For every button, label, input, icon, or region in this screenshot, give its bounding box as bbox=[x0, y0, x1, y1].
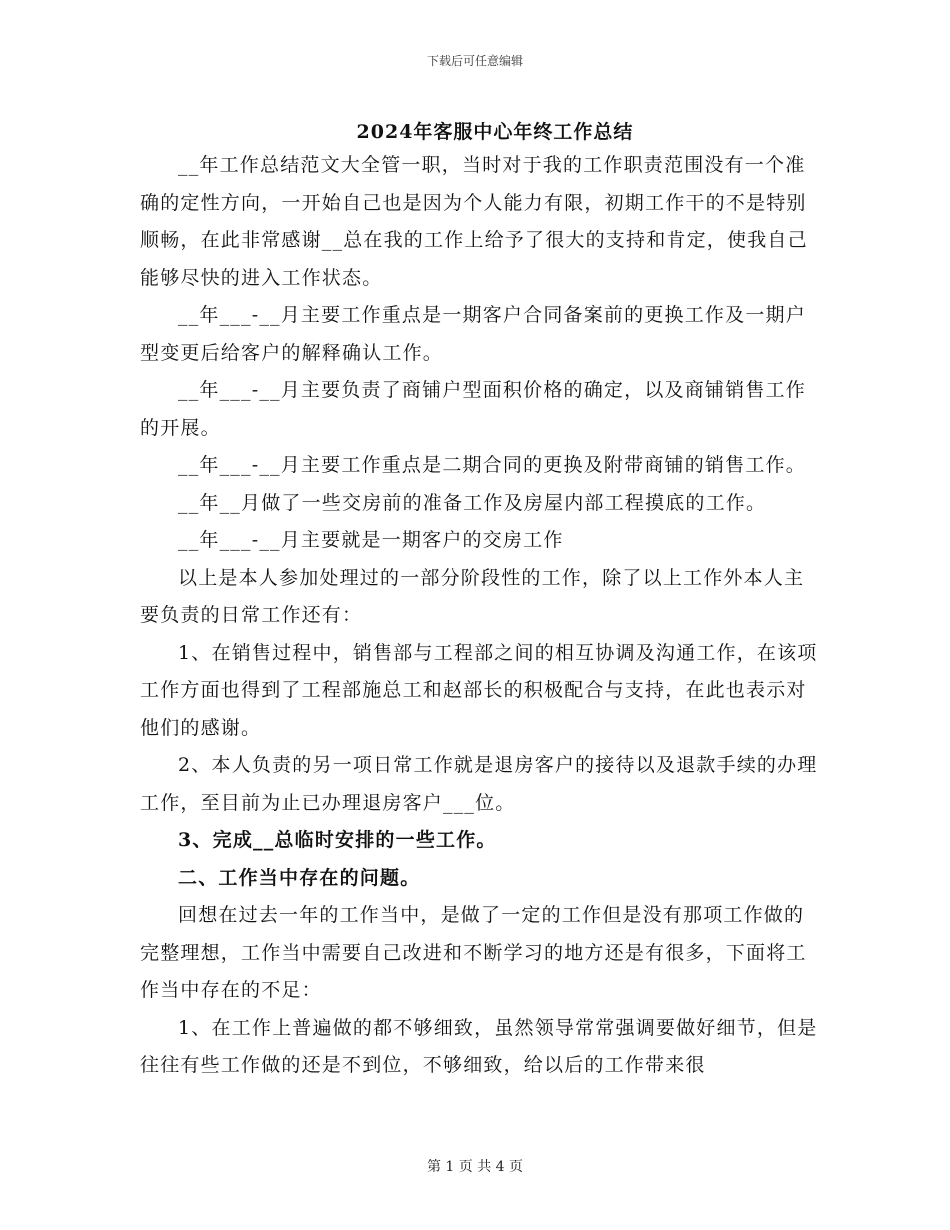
paragraph-period-5: __年___-__月主要就是一期客户的交房工作 bbox=[178, 529, 564, 551]
document-title: 2024年客服中心年终工作总结 bbox=[356, 121, 634, 143]
paragraph-daily-item-1: 1、在销售过程中，销售部与工程部之间的相互协调及沟通工作，在该项工作方面也得到了工程部施总工和赵部长的积极配合与支持，在此也表示对他们的感谢。 bbox=[140, 641, 818, 739]
paragraph-period-2: __年___-__月主要负责了商铺户型面积价格的确定，以及商铺销售工作的开展。 bbox=[140, 379, 806, 439]
paragraph-period-3: __年___-__月主要工作重点是二期合同的更换及附带商铺的销售工作。 bbox=[178, 454, 806, 476]
section-heading-problems: 二、工作当中存在的问题。 bbox=[178, 866, 421, 889]
paragraph-problem-1: 1、在工作上普遍做的都不够细致，虽然领导常常强调要做好细节，但是往往有些工作做的还是不到位，不够细致，给以后的工作带来很 bbox=[140, 1016, 818, 1076]
paragraph-daily-item-2: 2、本人负责的另一项日常工作就是退房客户的接待以及退款手续的办理工作，至目前为止已办理退房客户___位。 bbox=[140, 754, 818, 814]
paragraph-period-1: __年___-__月主要工作重点是一期客户合同备案前的更换工作及一期户型变更后给客户的解释确认工作。 bbox=[140, 304, 806, 364]
paragraph-daily-work-intro: 以上是本人参加处理过的一部分阶段性的工作，除了以上工作外本人主要负责的日常工作还有： bbox=[140, 566, 805, 626]
header-note: 下载后可任意编辑 bbox=[426, 54, 523, 68]
page-number: 第 1 页 共 4 页 bbox=[426, 1159, 524, 1175]
paragraph-problems-intro: 回想在过去一年的工作当中，是做了一定的工作但是没有那项工作做的完整理想，工作当中需要自己改进和不断学习的地方还是有很多，下面将工作当中存在的不足： bbox=[140, 904, 807, 1001]
paragraph-intro: __年工作总结范文大全管一职，当时对于我的工作职责范围没有一个准确的定性方向，一开始自己也是因为个人能力有限，初期工作干的不是特别顺畅，在此非常感谢__总在我的工作上给予了很大的支持和肯定，使我自己能够尽快的进入工作状态。 bbox=[140, 154, 808, 289]
paragraph-daily-item-3: 3、完成__总临时安排的一些工作。 bbox=[178, 829, 497, 851]
document-body bbox=[140, 147, 820, 1085]
paragraph-period-4: __年__月做了一些交房前的准备工作及房屋内部工程摸底的工作。 bbox=[178, 491, 767, 514]
